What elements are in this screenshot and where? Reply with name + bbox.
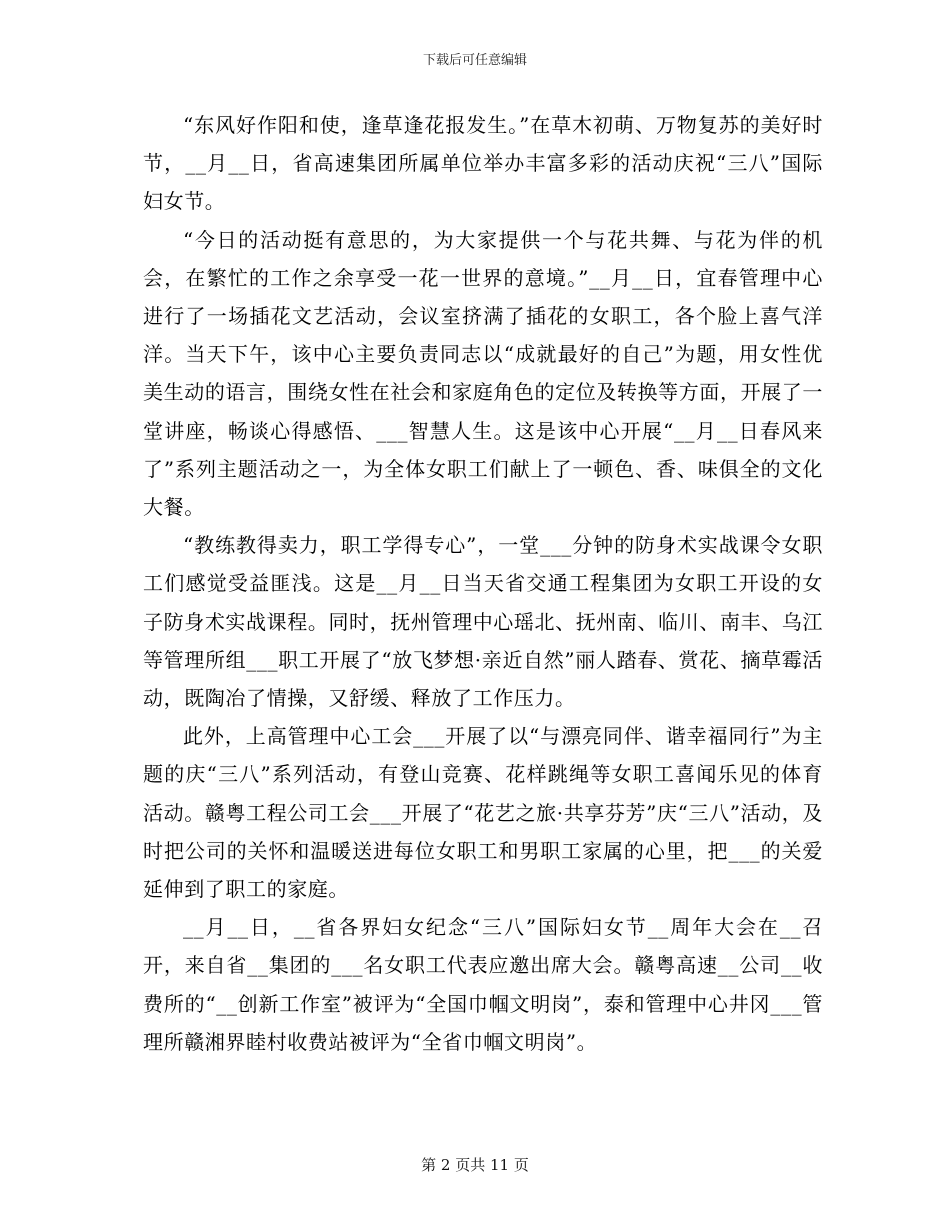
paragraph-2: “今日的活动挺有意思的，为大家提供一个与花共舞、与花为伴的机会，在繁忙的工作之余享受一花一世界的意境。”__月__日，宜春管理中心进行了一场插花文艺活动，会议室挤满了插花的女职工，各个脸上喜气洋洋。当天下午，该中心主要负责同志以“成就最好的自己”为题，用女性优美生动的语言，围绕女性在社会和家庭角色的定位及转换等方面，开展了一堂讲座，畅谈心得感悟、___智慧人生。这是该中心开展“__月__日春风来了”系列主题活动之一，为全体女职工们献上了一顿色、香、味俱全的文化大餐。 [143,227,823,520]
paragraph-5: __月__日，__省各界妇女纪念“三八”国际妇女节__周年大会在__召开，来自省__集团的___名女职工代表应邀出席大会。赣粤高速__公司__收费所的“__创新工作室”被评为“全国巾帼文明岗”，泰和管理中心井冈___管理所赣湘界睦村收费站被评为“全省巾帼文明岗”。 [143,915,823,1054]
page-footer: 第 2 页共 11 页 [421,1156,529,1174]
paragraph-1: “东风好作阳和使，逢草逢花报发生。”在草木初萌、万物复苏的美好时节，__月__日，省高速集团所属单位举办丰富多彩的活动庆祝“三八”国际妇女节。 [143,113,823,214]
page-header: 下载后可任意编辑 [422,53,527,68]
paragraph-3: “教练教得卖力，职工学得专心”，一堂___分钟的防身术实战课令女职工们感觉受益匪浅。这是__月__日当天省交通工程集团为女职工开设的女子防身术实战课程。同时，抚州管理中心瑶北、抚州南、临川、南丰、乌江等管理所组___职工开展了“放飞梦想·亲近自然”丽人踏春、赏花、摘草霉活动，既陶冶了情操，又舒缓、释放了工作压力。 [143,533,823,711]
paragraph-4: 此外，上高管理中心工会___开展了以“与漂亮同伴、谐幸福同行”为主题的庆“三八”系列活动，有登山竞赛、花样跳绳等女职工喜闻乐见的体育活动。赣粤工程公司工会___开展了“花艺之旅·共享芬芳”庆“三八”活动，及时把公司的关怀和温暖送进每位女职工和男职工家属的心里，把___的关爱延伸到了职工的家庭。 [143,724,823,902]
document-body [143,106,823,1061]
